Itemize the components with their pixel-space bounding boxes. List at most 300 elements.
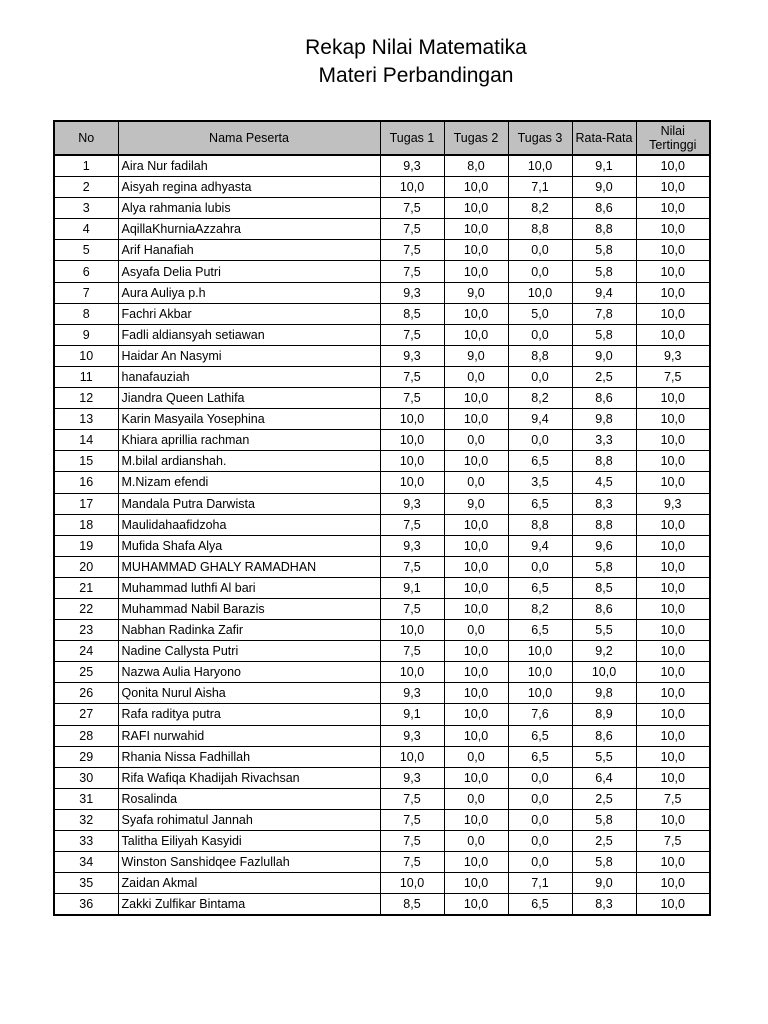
cell-name: Muhammad luthfi Al bari bbox=[118, 577, 380, 598]
cell-tugas-1: 9,1 bbox=[380, 577, 444, 598]
cell-rata-rata: 3,3 bbox=[572, 430, 636, 451]
cell-nilai-tertinggi: 10,0 bbox=[636, 303, 710, 324]
cell-rata-rata: 8,8 bbox=[572, 514, 636, 535]
cell-tugas-1: 7,5 bbox=[380, 788, 444, 809]
cell-tugas-2: 10,0 bbox=[444, 577, 508, 598]
cell-tugas-1: 10,0 bbox=[380, 662, 444, 683]
cell-no: 17 bbox=[54, 493, 118, 514]
cell-no: 11 bbox=[54, 366, 118, 387]
cell-nilai-tertinggi: 10,0 bbox=[636, 198, 710, 219]
cell-tugas-1: 10,0 bbox=[380, 430, 444, 451]
cell-rata-rata: 8,5 bbox=[572, 577, 636, 598]
cell-nilai-tertinggi: 10,0 bbox=[636, 894, 710, 916]
cell-nilai-tertinggi: 10,0 bbox=[636, 219, 710, 240]
cell-rata-rata: 9,4 bbox=[572, 282, 636, 303]
cell-tugas-3: 6,5 bbox=[508, 725, 572, 746]
cell-name: Maulidahaafidzoha bbox=[118, 514, 380, 535]
cell-no: 20 bbox=[54, 556, 118, 577]
cell-tugas-2: 10,0 bbox=[444, 852, 508, 873]
cell-rata-rata: 2,5 bbox=[572, 831, 636, 852]
cell-tugas-3: 9,4 bbox=[508, 535, 572, 556]
cell-no: 35 bbox=[54, 873, 118, 894]
cell-no: 6 bbox=[54, 261, 118, 282]
cell-tugas-3: 0,0 bbox=[508, 324, 572, 345]
cell-nilai-tertinggi: 9,3 bbox=[636, 493, 710, 514]
cell-nilai-tertinggi: 10,0 bbox=[636, 704, 710, 725]
cell-tugas-2: 10,0 bbox=[444, 535, 508, 556]
cell-tugas-1: 8,5 bbox=[380, 894, 444, 916]
table-row bbox=[54, 852, 710, 873]
cell-no: 18 bbox=[54, 514, 118, 535]
cell-no: 2 bbox=[54, 177, 118, 198]
cell-nilai-tertinggi: 10,0 bbox=[636, 324, 710, 345]
cell-name: Zaidan Akmal bbox=[118, 873, 380, 894]
cell-tugas-2: 10,0 bbox=[444, 177, 508, 198]
cell-tugas-3: 9,4 bbox=[508, 409, 572, 430]
table-row bbox=[54, 261, 710, 282]
header-rata-rata: Rata-Rata bbox=[572, 121, 636, 155]
cell-name: Arif Hanafiah bbox=[118, 240, 380, 261]
table-row bbox=[54, 873, 710, 894]
cell-name: Aisyah regina adhyasta bbox=[118, 177, 380, 198]
cell-no: 8 bbox=[54, 303, 118, 324]
cell-nilai-tertinggi: 10,0 bbox=[636, 472, 710, 493]
cell-tugas-3: 8,8 bbox=[508, 219, 572, 240]
cell-tugas-2: 10,0 bbox=[444, 683, 508, 704]
cell-tugas-2: 10,0 bbox=[444, 809, 508, 830]
cell-tugas-1: 7,5 bbox=[380, 598, 444, 619]
cell-no: 13 bbox=[54, 409, 118, 430]
cell-tugas-1: 8,5 bbox=[380, 303, 444, 324]
cell-tugas-1: 10,0 bbox=[380, 409, 444, 430]
table-row bbox=[54, 430, 710, 451]
cell-tugas-1: 10,0 bbox=[380, 177, 444, 198]
cell-tugas-2: 9,0 bbox=[444, 345, 508, 366]
cell-rata-rata: 6,4 bbox=[572, 767, 636, 788]
cell-rata-rata: 9,0 bbox=[572, 177, 636, 198]
cell-tugas-3: 8,8 bbox=[508, 514, 572, 535]
table-row bbox=[54, 303, 710, 324]
cell-name: Alya rahmania lubis bbox=[118, 198, 380, 219]
cell-no: 26 bbox=[54, 683, 118, 704]
cell-tugas-2: 10,0 bbox=[444, 324, 508, 345]
cell-no: 23 bbox=[54, 620, 118, 641]
header-nilai-tertinggi: Nilai Tertinggi bbox=[636, 121, 710, 155]
cell-rata-rata: 8,3 bbox=[572, 493, 636, 514]
cell-tugas-3: 0,0 bbox=[508, 788, 572, 809]
cell-name: Qonita Nurul Aisha bbox=[118, 683, 380, 704]
cell-rata-rata: 5,8 bbox=[572, 324, 636, 345]
cell-name: Fadli aldiansyah setiawan bbox=[118, 324, 380, 345]
cell-tugas-3: 8,8 bbox=[508, 345, 572, 366]
cell-name: Muhammad Nabil Barazis bbox=[118, 598, 380, 619]
cell-nilai-tertinggi: 10,0 bbox=[636, 535, 710, 556]
cell-no: 5 bbox=[54, 240, 118, 261]
cell-tugas-3: 0,0 bbox=[508, 852, 572, 873]
cell-no: 27 bbox=[54, 704, 118, 725]
table-row bbox=[54, 788, 710, 809]
cell-nilai-tertinggi: 10,0 bbox=[636, 177, 710, 198]
cell-tugas-2: 10,0 bbox=[444, 388, 508, 409]
cell-tugas-2: 10,0 bbox=[444, 303, 508, 324]
cell-name: Aira Nur fadilah bbox=[118, 155, 380, 177]
cell-tugas-2: 10,0 bbox=[444, 598, 508, 619]
cell-no: 4 bbox=[54, 219, 118, 240]
document-title bbox=[0, 34, 768, 90]
cell-tugas-3: 0,0 bbox=[508, 261, 572, 282]
cell-tugas-1: 7,5 bbox=[380, 366, 444, 387]
cell-tugas-3: 10,0 bbox=[508, 155, 572, 177]
cell-rata-rata: 9,0 bbox=[572, 873, 636, 894]
cell-tugas-1: 7,5 bbox=[380, 219, 444, 240]
cell-name: Nabhan Radinka Zafir bbox=[118, 620, 380, 641]
cell-nilai-tertinggi: 10,0 bbox=[636, 155, 710, 177]
table-row bbox=[54, 725, 710, 746]
cell-nilai-tertinggi: 7,5 bbox=[636, 788, 710, 809]
cell-no: 9 bbox=[54, 324, 118, 345]
cell-nilai-tertinggi: 10,0 bbox=[636, 873, 710, 894]
cell-nilai-tertinggi: 10,0 bbox=[636, 409, 710, 430]
cell-rata-rata: 10,0 bbox=[572, 662, 636, 683]
cell-rata-rata: 8,6 bbox=[572, 725, 636, 746]
cell-tugas-2: 0,0 bbox=[444, 366, 508, 387]
cell-name: Karin Masyaila Yosephina bbox=[118, 409, 380, 430]
grades-table bbox=[53, 120, 711, 916]
cell-tugas-3: 8,2 bbox=[508, 198, 572, 219]
table-row bbox=[54, 240, 710, 261]
cell-tugas-3: 0,0 bbox=[508, 240, 572, 261]
cell-tugas-1: 10,0 bbox=[380, 746, 444, 767]
cell-tugas-2: 10,0 bbox=[444, 556, 508, 577]
cell-tugas-3: 6,5 bbox=[508, 577, 572, 598]
cell-name: MUHAMMAD GHALY RAMADHAN bbox=[118, 556, 380, 577]
cell-tugas-2: 10,0 bbox=[444, 198, 508, 219]
cell-rata-rata: 8,3 bbox=[572, 894, 636, 916]
cell-nilai-tertinggi: 10,0 bbox=[636, 261, 710, 282]
cell-tugas-3: 10,0 bbox=[508, 662, 572, 683]
title-line-1: Rekap Nilai Matematika bbox=[305, 36, 527, 59]
table-row bbox=[54, 282, 710, 303]
cell-rata-rata: 8,8 bbox=[572, 451, 636, 472]
cell-tugas-2: 10,0 bbox=[444, 704, 508, 725]
cell-nilai-tertinggi: 10,0 bbox=[636, 598, 710, 619]
cell-no: 33 bbox=[54, 831, 118, 852]
cell-tugas-1: 7,5 bbox=[380, 852, 444, 873]
cell-tugas-2: 10,0 bbox=[444, 725, 508, 746]
cell-tugas-1: 9,1 bbox=[380, 704, 444, 725]
cell-nilai-tertinggi: 10,0 bbox=[636, 662, 710, 683]
cell-rata-rata: 9,1 bbox=[572, 155, 636, 177]
cell-tugas-2: 10,0 bbox=[444, 662, 508, 683]
cell-tugas-3: 7,1 bbox=[508, 177, 572, 198]
cell-no: 31 bbox=[54, 788, 118, 809]
cell-tugas-1: 7,5 bbox=[380, 514, 444, 535]
table-row bbox=[54, 662, 710, 683]
cell-tugas-2: 0,0 bbox=[444, 788, 508, 809]
cell-name: Rafa raditya putra bbox=[118, 704, 380, 725]
table-row bbox=[54, 535, 710, 556]
cell-name: Aura Auliya p.h bbox=[118, 282, 380, 303]
cell-tugas-3: 0,0 bbox=[508, 430, 572, 451]
cell-rata-rata: 8,6 bbox=[572, 198, 636, 219]
cell-no: 28 bbox=[54, 725, 118, 746]
cell-rata-rata: 5,8 bbox=[572, 556, 636, 577]
cell-rata-rata: 9,8 bbox=[572, 683, 636, 704]
cell-tugas-3: 8,2 bbox=[508, 598, 572, 619]
cell-tugas-1: 7,5 bbox=[380, 261, 444, 282]
cell-tugas-1: 9,3 bbox=[380, 767, 444, 788]
cell-name: Winston Sanshidqee Fazlullah bbox=[118, 852, 380, 873]
cell-tugas-2: 10,0 bbox=[444, 240, 508, 261]
table-row bbox=[54, 472, 710, 493]
cell-name: Asyafa Delia Putri bbox=[118, 261, 380, 282]
table-header bbox=[54, 121, 710, 155]
cell-rata-rata: 9,2 bbox=[572, 641, 636, 662]
cell-rata-rata: 5,5 bbox=[572, 746, 636, 767]
cell-tugas-2: 10,0 bbox=[444, 261, 508, 282]
cell-tugas-1: 9,3 bbox=[380, 493, 444, 514]
cell-tugas-1: 10,0 bbox=[380, 451, 444, 472]
header-name: Nama Peserta bbox=[118, 121, 380, 155]
cell-rata-rata: 5,8 bbox=[572, 261, 636, 282]
cell-no: 29 bbox=[54, 746, 118, 767]
cell-name: hanafauziah bbox=[118, 366, 380, 387]
cell-tugas-3: 6,5 bbox=[508, 493, 572, 514]
cell-name: Rifa Wafiqa Khadijah Rivachsan bbox=[118, 767, 380, 788]
table-row bbox=[54, 198, 710, 219]
cell-nilai-tertinggi: 10,0 bbox=[636, 240, 710, 261]
cell-rata-rata: 5,5 bbox=[572, 620, 636, 641]
cell-no: 32 bbox=[54, 809, 118, 830]
cell-no: 25 bbox=[54, 662, 118, 683]
cell-no: 36 bbox=[54, 894, 118, 916]
cell-rata-rata: 5,8 bbox=[572, 240, 636, 261]
cell-tugas-3: 5,0 bbox=[508, 303, 572, 324]
cell-tugas-2: 8,0 bbox=[444, 155, 508, 177]
table-row bbox=[54, 155, 710, 177]
cell-name: Fachri Akbar bbox=[118, 303, 380, 324]
cell-rata-rata: 9,0 bbox=[572, 345, 636, 366]
cell-rata-rata: 8,8 bbox=[572, 219, 636, 240]
table-row bbox=[54, 767, 710, 788]
cell-tugas-2: 10,0 bbox=[444, 219, 508, 240]
cell-tugas-1: 9,3 bbox=[380, 535, 444, 556]
cell-nilai-tertinggi: 10,0 bbox=[636, 725, 710, 746]
table-row bbox=[54, 366, 710, 387]
cell-name: Nadine Callysta Putri bbox=[118, 641, 380, 662]
cell-name: M.Nizam efendi bbox=[118, 472, 380, 493]
cell-name: Jiandra Queen Lathifa bbox=[118, 388, 380, 409]
cell-tugas-3: 6,5 bbox=[508, 894, 572, 916]
cell-rata-rata: 5,8 bbox=[572, 809, 636, 830]
cell-tugas-1: 9,3 bbox=[380, 725, 444, 746]
cell-nilai-tertinggi: 7,5 bbox=[636, 366, 710, 387]
table-row bbox=[54, 577, 710, 598]
cell-tugas-3: 6,5 bbox=[508, 620, 572, 641]
table-row bbox=[54, 809, 710, 830]
cell-tugas-1: 7,5 bbox=[380, 324, 444, 345]
cell-tugas-1: 7,5 bbox=[380, 556, 444, 577]
cell-no: 22 bbox=[54, 598, 118, 619]
cell-tugas-1: 9,3 bbox=[380, 683, 444, 704]
cell-no: 30 bbox=[54, 767, 118, 788]
cell-tugas-1: 10,0 bbox=[380, 873, 444, 894]
cell-tugas-1: 7,5 bbox=[380, 198, 444, 219]
cell-nilai-tertinggi: 10,0 bbox=[636, 388, 710, 409]
cell-rata-rata: 2,5 bbox=[572, 366, 636, 387]
cell-rata-rata: 8,6 bbox=[572, 388, 636, 409]
table-row bbox=[54, 219, 710, 240]
cell-nilai-tertinggi: 10,0 bbox=[636, 809, 710, 830]
cell-tugas-3: 7,6 bbox=[508, 704, 572, 725]
cell-no: 1 bbox=[54, 155, 118, 177]
table-row bbox=[54, 894, 710, 916]
cell-rata-rata: 9,6 bbox=[572, 535, 636, 556]
cell-nilai-tertinggi: 10,0 bbox=[636, 767, 710, 788]
cell-name: RAFI nurwahid bbox=[118, 725, 380, 746]
header-tugas-2: Tugas 2 bbox=[444, 121, 508, 155]
cell-tugas-1: 10,0 bbox=[380, 472, 444, 493]
table-row bbox=[54, 493, 710, 514]
cell-name: Rosalinda bbox=[118, 788, 380, 809]
table-body bbox=[54, 155, 710, 915]
cell-nilai-tertinggi: 10,0 bbox=[636, 641, 710, 662]
cell-nilai-tertinggi: 10,0 bbox=[636, 451, 710, 472]
cell-tugas-2: 0,0 bbox=[444, 831, 508, 852]
cell-no: 21 bbox=[54, 577, 118, 598]
table-row bbox=[54, 409, 710, 430]
cell-nilai-tertinggi: 10,0 bbox=[636, 430, 710, 451]
cell-tugas-2: 10,0 bbox=[444, 451, 508, 472]
cell-tugas-3: 0,0 bbox=[508, 556, 572, 577]
cell-tugas-3: 3,5 bbox=[508, 472, 572, 493]
cell-tugas-3: 0,0 bbox=[508, 809, 572, 830]
cell-tugas-3: 6,5 bbox=[508, 451, 572, 472]
table-row bbox=[54, 451, 710, 472]
cell-no: 14 bbox=[54, 430, 118, 451]
table-row bbox=[54, 388, 710, 409]
cell-tugas-2: 9,0 bbox=[444, 282, 508, 303]
cell-nilai-tertinggi: 9,3 bbox=[636, 345, 710, 366]
cell-name: Zakki Zulfikar Bintama bbox=[118, 894, 380, 916]
cell-tugas-2: 10,0 bbox=[444, 514, 508, 535]
cell-rata-rata: 4,5 bbox=[572, 472, 636, 493]
cell-tugas-1: 7,5 bbox=[380, 240, 444, 261]
cell-no: 3 bbox=[54, 198, 118, 219]
table-row bbox=[54, 746, 710, 767]
table-row bbox=[54, 620, 710, 641]
table-row bbox=[54, 831, 710, 852]
cell-rata-rata: 2,5 bbox=[572, 788, 636, 809]
table-row bbox=[54, 683, 710, 704]
cell-tugas-1: 9,3 bbox=[380, 155, 444, 177]
cell-no: 7 bbox=[54, 282, 118, 303]
cell-tugas-1: 7,5 bbox=[380, 831, 444, 852]
table-row bbox=[54, 641, 710, 662]
cell-tugas-3: 10,0 bbox=[508, 641, 572, 662]
cell-tugas-2: 10,0 bbox=[444, 894, 508, 916]
cell-tugas-2: 9,0 bbox=[444, 493, 508, 514]
cell-name: Rhania Nissa Fadhillah bbox=[118, 746, 380, 767]
cell-tugas-1: 7,5 bbox=[380, 809, 444, 830]
cell-no: 19 bbox=[54, 535, 118, 556]
cell-name: Haidar An Nasymi bbox=[118, 345, 380, 366]
table-row bbox=[54, 598, 710, 619]
cell-tugas-3: 0,0 bbox=[508, 831, 572, 852]
cell-tugas-1: 7,5 bbox=[380, 388, 444, 409]
cell-tugas-1: 9,3 bbox=[380, 345, 444, 366]
cell-tugas-2: 0,0 bbox=[444, 472, 508, 493]
cell-rata-rata: 9,8 bbox=[572, 409, 636, 430]
cell-rata-rata: 7,8 bbox=[572, 303, 636, 324]
cell-tugas-3: 7,1 bbox=[508, 873, 572, 894]
cell-no: 15 bbox=[54, 451, 118, 472]
cell-nilai-tertinggi: 10,0 bbox=[636, 620, 710, 641]
cell-name: Khiara aprillia rachman bbox=[118, 430, 380, 451]
cell-tugas-2: 0,0 bbox=[444, 746, 508, 767]
cell-rata-rata: 8,9 bbox=[572, 704, 636, 725]
cell-name: AqillaKhurniaAzzahra bbox=[118, 219, 380, 240]
cell-tugas-3: 6,5 bbox=[508, 746, 572, 767]
table-row bbox=[54, 514, 710, 535]
cell-tugas-1: 9,3 bbox=[380, 282, 444, 303]
title-line-2: Materi Perbandingan bbox=[318, 64, 514, 87]
cell-rata-rata: 5,8 bbox=[572, 852, 636, 873]
cell-name: Mandala Putra Darwista bbox=[118, 493, 380, 514]
cell-no: 34 bbox=[54, 852, 118, 873]
cell-nilai-tertinggi: 10,0 bbox=[636, 852, 710, 873]
cell-nilai-tertinggi: 10,0 bbox=[636, 577, 710, 598]
cell-no: 16 bbox=[54, 472, 118, 493]
cell-tugas-3: 0,0 bbox=[508, 366, 572, 387]
cell-nilai-tertinggi: 7,5 bbox=[636, 831, 710, 852]
cell-name: Syafa rohimatul Jannah bbox=[118, 809, 380, 830]
cell-name: Talitha Eiliyah Kasyidi bbox=[118, 831, 380, 852]
header-tugas-1: Tugas 1 bbox=[380, 121, 444, 155]
header-no: No bbox=[54, 121, 118, 155]
cell-tugas-2: 0,0 bbox=[444, 620, 508, 641]
header-tugas-3: Tugas 3 bbox=[508, 121, 572, 155]
cell-tugas-3: 10,0 bbox=[508, 683, 572, 704]
cell-tugas-2: 10,0 bbox=[444, 873, 508, 894]
cell-tugas-3: 10,0 bbox=[508, 282, 572, 303]
cell-tugas-2: 10,0 bbox=[444, 641, 508, 662]
cell-tugas-1: 7,5 bbox=[380, 641, 444, 662]
table-row bbox=[54, 704, 710, 725]
table-row bbox=[54, 324, 710, 345]
cell-nilai-tertinggi: 10,0 bbox=[636, 683, 710, 704]
cell-tugas-2: 10,0 bbox=[444, 409, 508, 430]
cell-tugas-2: 0,0 bbox=[444, 430, 508, 451]
cell-nilai-tertinggi: 10,0 bbox=[636, 746, 710, 767]
cell-tugas-1: 10,0 bbox=[380, 620, 444, 641]
cell-name: Mufida Shafa Alya bbox=[118, 535, 380, 556]
table-row bbox=[54, 345, 710, 366]
table-row bbox=[54, 177, 710, 198]
cell-tugas-2: 10,0 bbox=[444, 767, 508, 788]
cell-rata-rata: 8,6 bbox=[572, 598, 636, 619]
cell-nilai-tertinggi: 10,0 bbox=[636, 282, 710, 303]
cell-tugas-3: 8,2 bbox=[508, 388, 572, 409]
cell-no: 10 bbox=[54, 345, 118, 366]
cell-tugas-3: 0,0 bbox=[508, 767, 572, 788]
cell-name: Nazwa Aulia Haryono bbox=[118, 662, 380, 683]
cell-name: M.bilal ardianshah. bbox=[118, 451, 380, 472]
table-row bbox=[54, 556, 710, 577]
cell-no: 12 bbox=[54, 388, 118, 409]
cell-no: 24 bbox=[54, 641, 118, 662]
cell-nilai-tertinggi: 10,0 bbox=[636, 514, 710, 535]
